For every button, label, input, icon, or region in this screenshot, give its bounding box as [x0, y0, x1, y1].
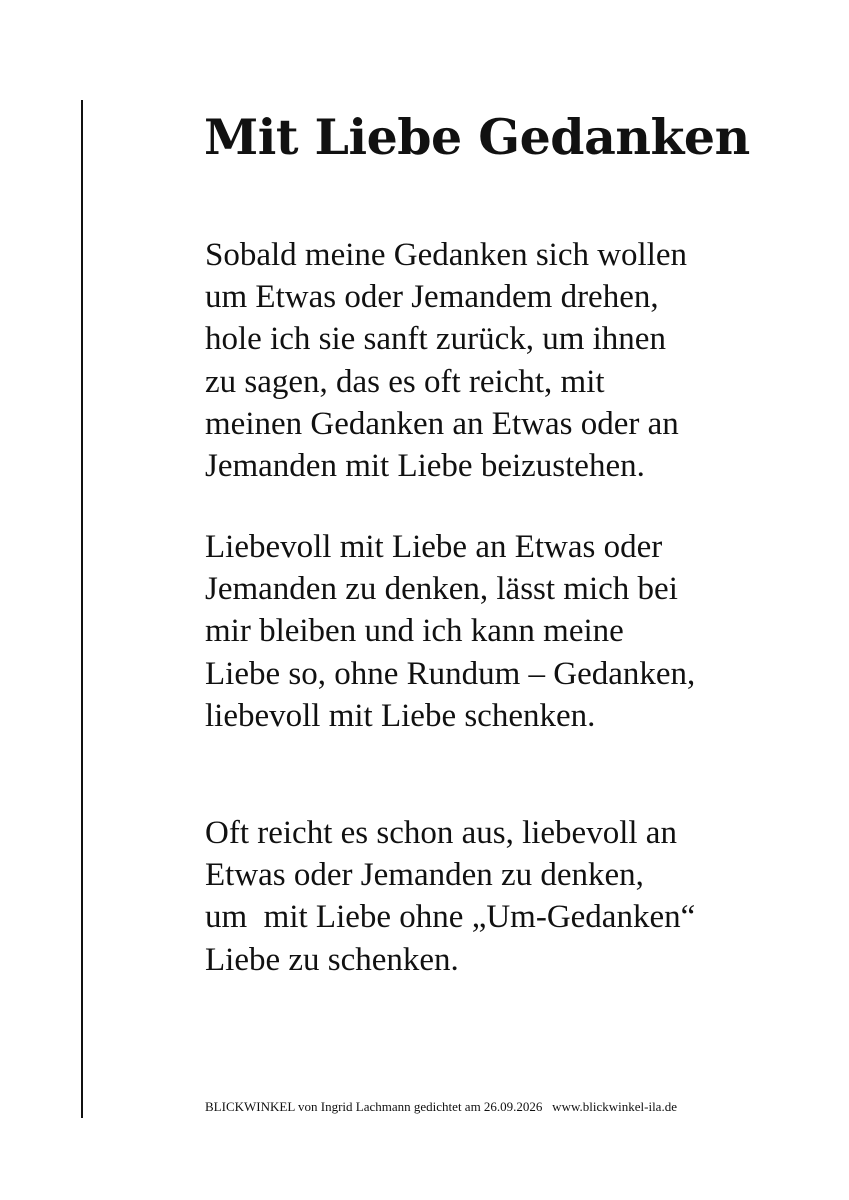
stanza-1 — [205, 234, 687, 487]
stanza-line: meinen Gedanken an Etwas oder an — [205, 405, 679, 442]
stanza-line: Etwas oder Jemanden zu denken, — [205, 857, 644, 894]
stanza-line: um Etwas oder Jemandem drehen, — [205, 279, 659, 316]
stanza-line: Liebe so, ohne Rundum – Gedanken, — [205, 655, 696, 692]
stanza-line: Liebe zu schenken. — [205, 941, 459, 978]
stanza-line: Sobald meine Gedanken sich wollen — [205, 237, 688, 273]
stanza-line: zu sagen, das es oft reicht, mit — [205, 363, 605, 400]
stanza-3 — [205, 812, 695, 981]
stanza-line: Liebevoll mit Liebe an Etwas oder — [205, 529, 663, 565]
poem-title: Mit Liebe Gedanken — [204, 108, 750, 166]
footer-credit: BLICKWINKEL von Ingrid Lachmann gedichtet am 26.09.2026 www.blickwinkel-ila.de — [205, 1099, 677, 1114]
stanza-line: Jemanden zu denken, lässt mich bei — [205, 571, 678, 608]
stanza-line: Jemanden mit Liebe beizustehen. — [205, 448, 645, 485]
left-margin-rule — [81, 100, 83, 1118]
stanza-line: mir bleiben und ich kann meine — [205, 613, 624, 650]
stanza-line: liebevoll mit Liebe schenken. — [205, 697, 596, 734]
stanza-line: um mit Liebe ohne „Um-Gedanken“ — [205, 899, 696, 936]
stanza-line: hole ich sie sanft zurück, um ihnen — [205, 321, 666, 358]
stanza-line: Oft reicht es schon aus, liebevoll an — [205, 815, 677, 851]
stanza-2 — [205, 526, 695, 737]
